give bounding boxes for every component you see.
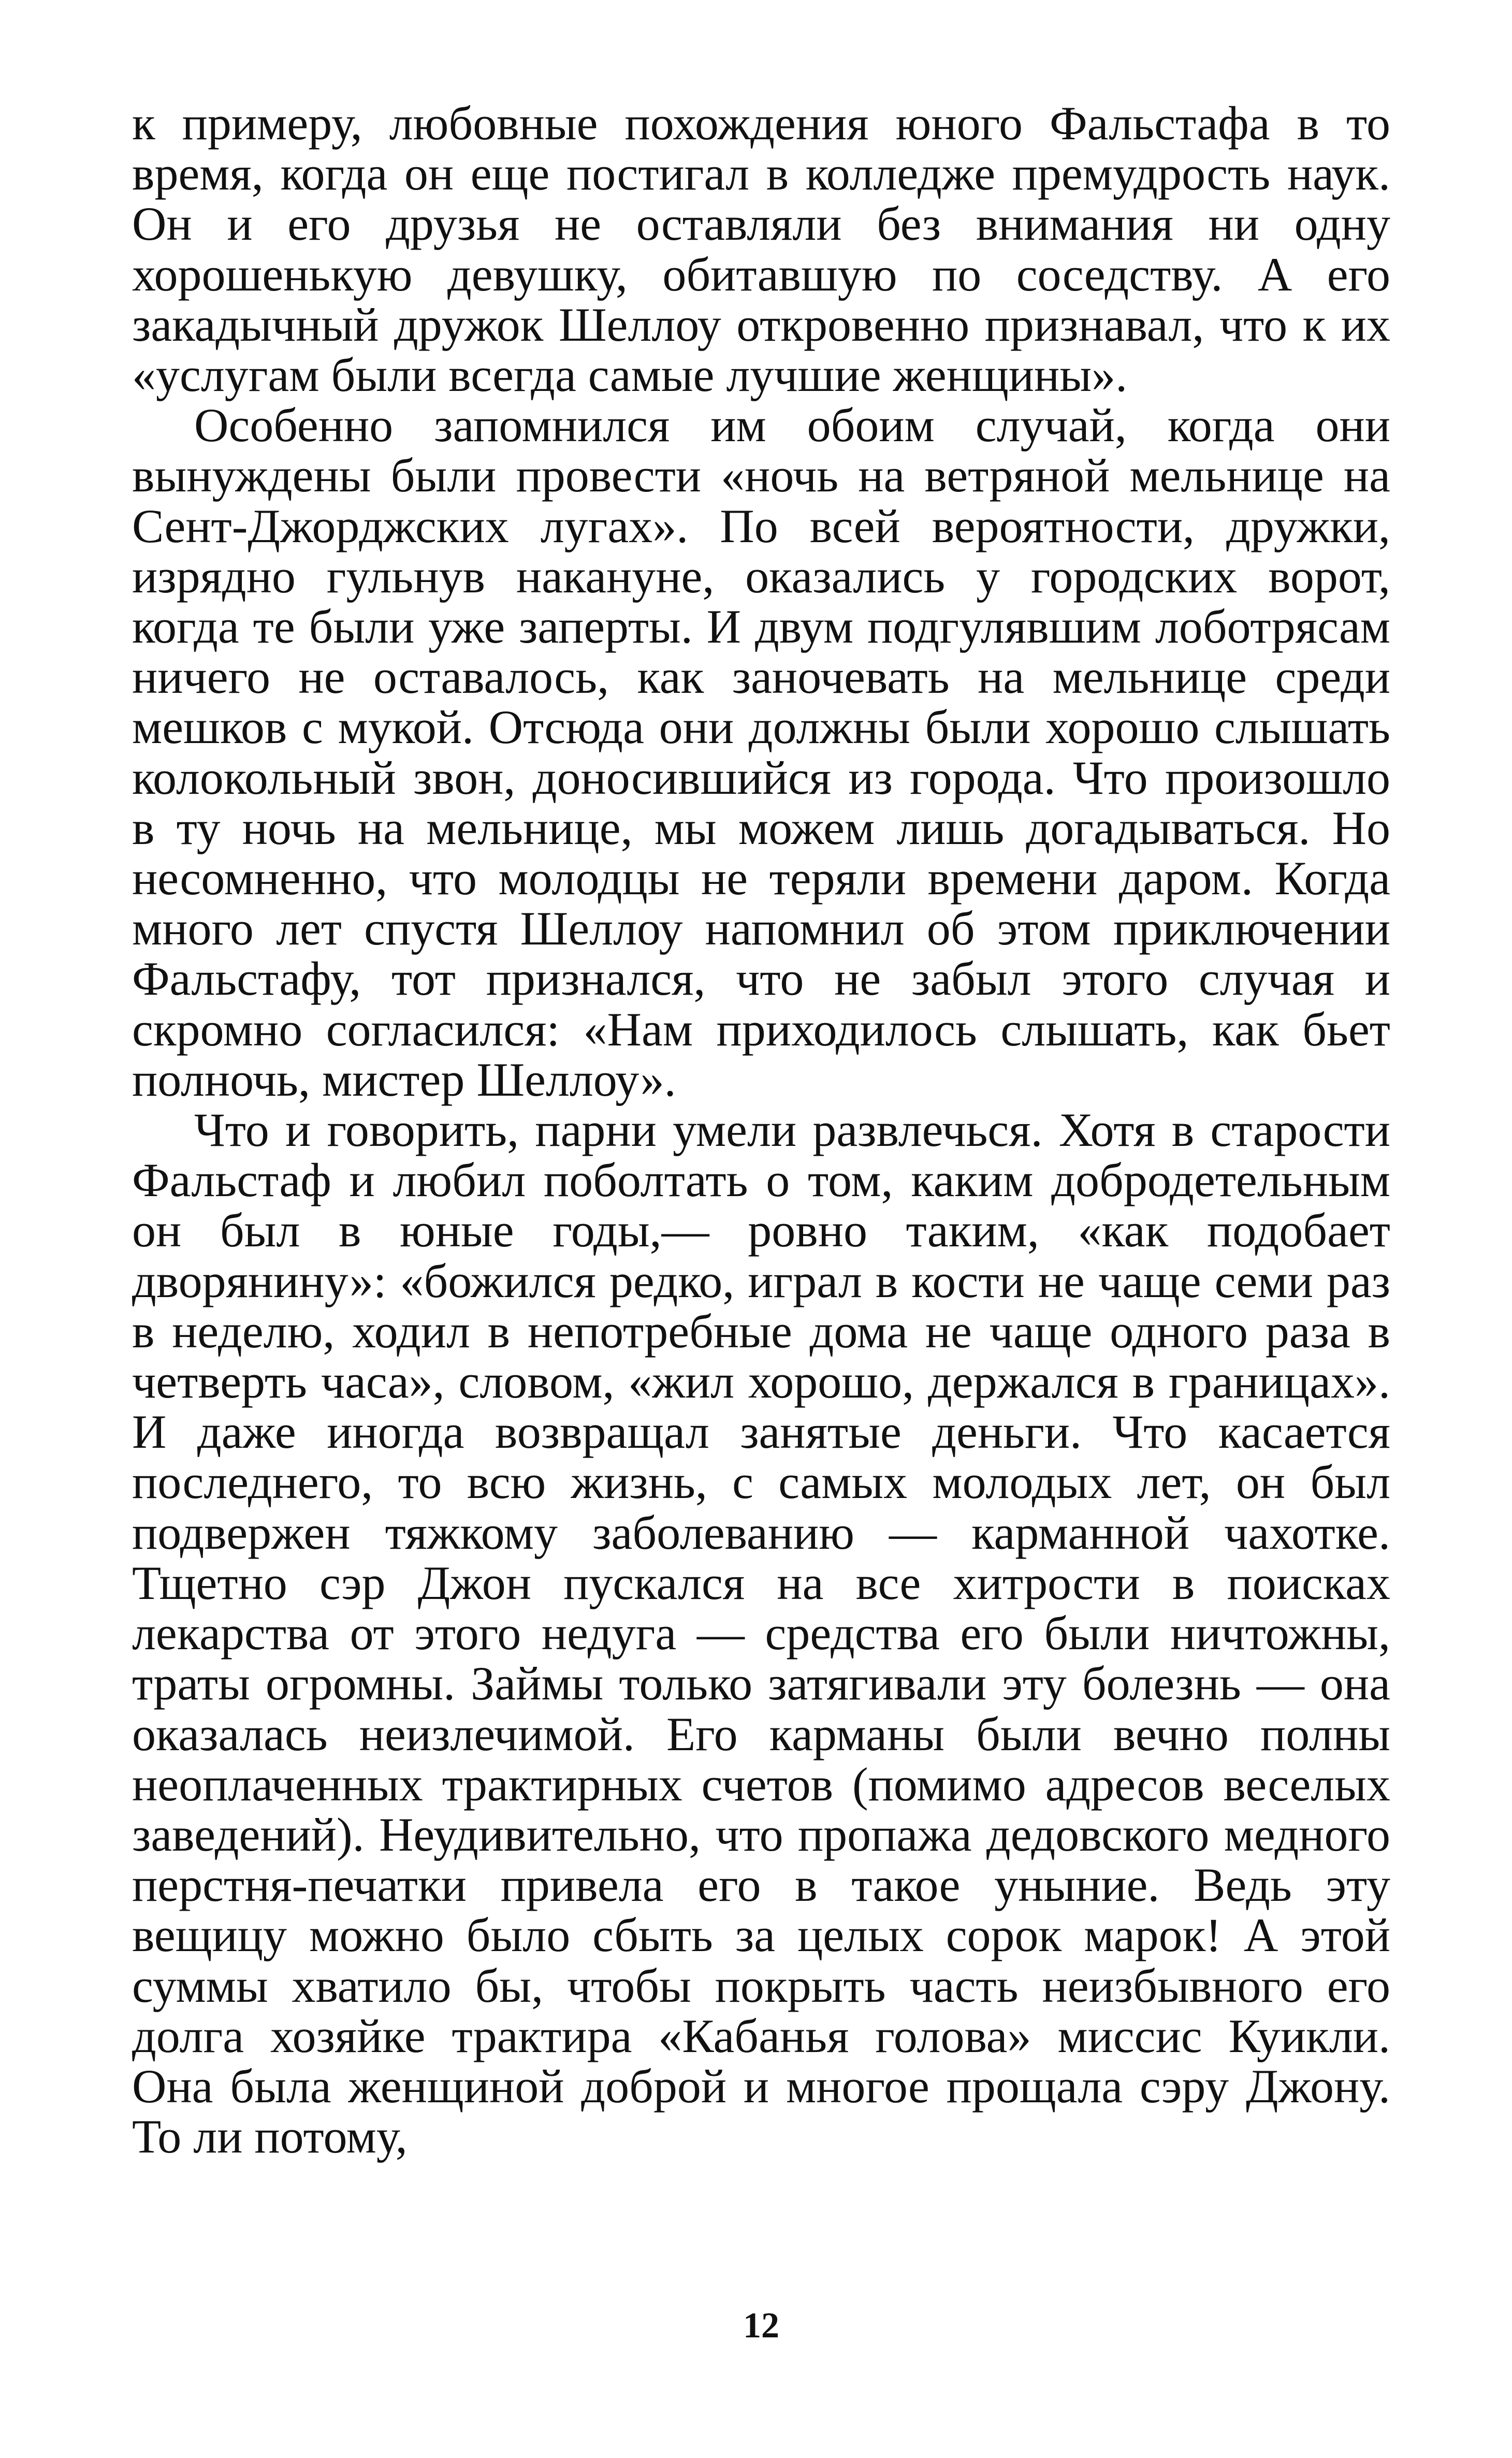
paragraph-1: к примеру, любовные похождения юного Фальстафа в то время, когда он еще постигал в колледже премудрость наук. Он и его друзья не оставляли без внимания ни одну хорошенькую девушку, обитавшую по соседству. А его закадычный дружок Шеллоу откровенно признавал, что к их «услугам были всегда самые лучшие женщины». <box>132 97 1390 402</box>
page-number: 12 <box>743 2306 779 2346</box>
body-text <box>132 98 1390 2162</box>
paragraph-2: Особенно запомнился им обоим случай, когда они вынуждены были провести «ночь на ветряной мельнице на Сент-Джорджских лугах». По всей вероятности, дружки, изрядно гульнув накануне, оказались у городских ворот, когда те были уже заперты. И двум подгулявшим лоботрясам ничего не оставалось, как заночевать на мельнице среди мешков с мукой. Отсюда они должны были хорошо слышать колокольный звон, доносившийся из города. Что произошло в ту ночь на мельнице, мы можем лишь догадываться. Но несомненно, что молодцы не теряли времени даром. Когда много лет спустя Шеллоу напомнил об этом приключении Фальстафу, тот признался, что не забыл этого случая и скромно согласился: «Нам приходилось слышать, как бьет полночь, мистер Шеллоу». <box>132 399 1390 1106</box>
book-page <box>132 98 1390 2366</box>
paragraph-3: Что и говорить, парни умели развлечься. Хотя в старости Фальстаф и любил поболтать о том, каким добродетельным он был в юные годы,— ровно таким, «как подобает дворянину»: «божился редко, играл в кости не чаще семи раз в неделю, ходил в непотребные дома не чаще одного раза в четверть часа», словом, «жил хорошо, держался в границах». И даже иногда возвращал занятые деньги. Что касается последнего, то всю жизнь, с самых молодых лет, он был подвержен тяжкому заболеванию — карманной чахотке. Тщетно сэр Джон пускался на все хитрости в поисках лекарства от этого недуга — средства его были ничтожны, траты огромны. Займы только затягивали эту болезнь — она оказалась неизлечимой. Его карманы были вечно полны неоплаченных трактирных счетов (помимо адресов веселых заведений). Неудивительно, что пропажа дедовского медного перстня-печатки привела его в такое уныние. Ведь эту вещицу можно было сбыть за целых сорок марок! А этой суммы хватило бы, чтобы покрыть часть неизбывного его долга хозяйке трактира «Кабанья голова» миссис Куикли. Она была женщиной доброй и многое прощала сэру Джону. То ли потому, <box>132 1103 1390 2163</box>
